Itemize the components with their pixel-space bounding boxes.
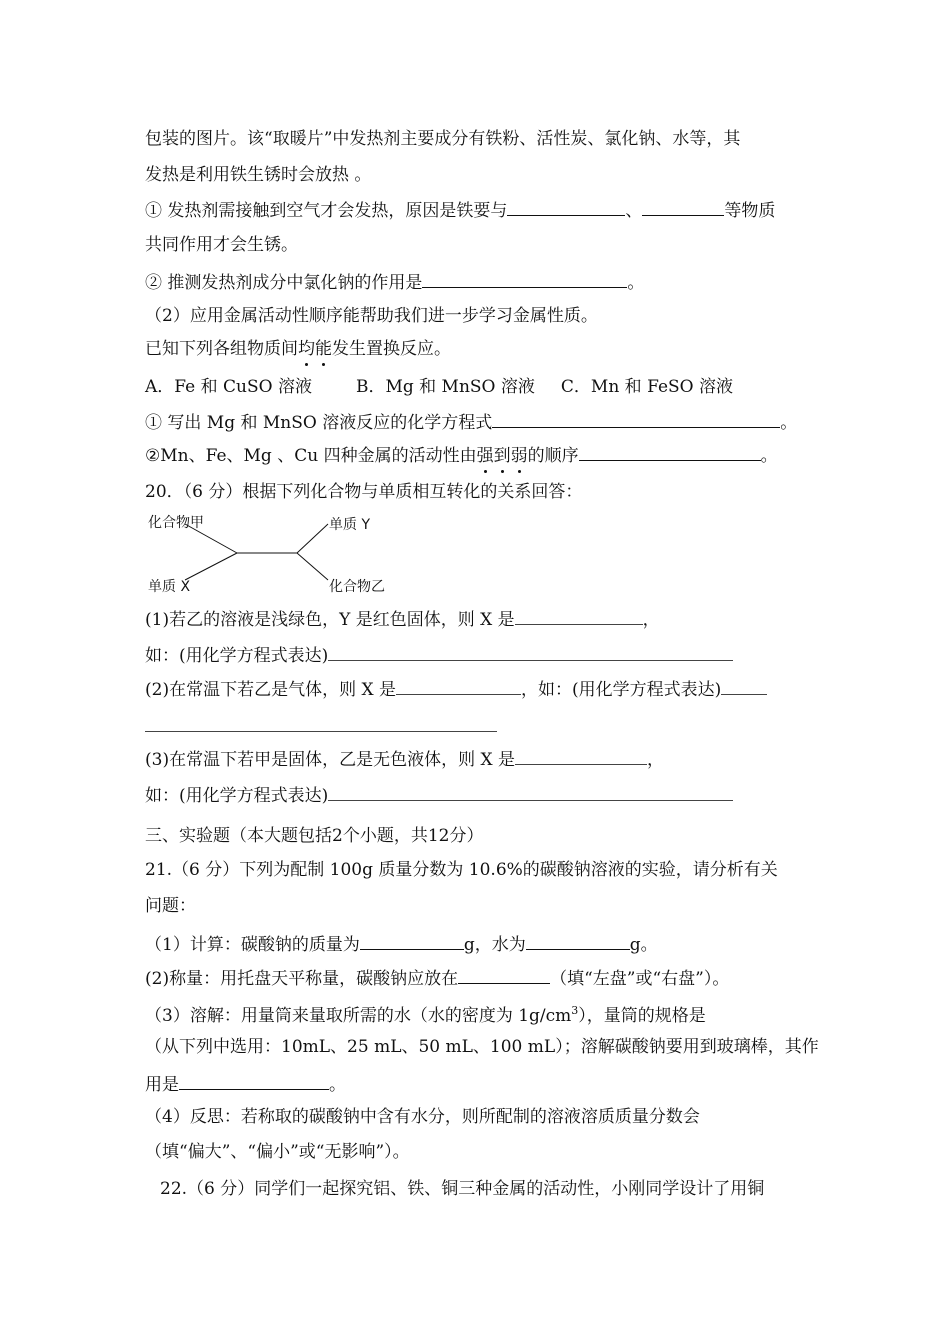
answer-blank[interactable] — [328, 783, 733, 801]
answer-blank[interactable] — [515, 747, 647, 765]
question-line — [145, 607, 660, 631]
answer-blank[interactable] — [145, 714, 497, 732]
question-20-heading: 20．（6 分）根据下列化合物与单质相互转化的关系回答： — [145, 482, 583, 502]
answer-blank[interactable] — [328, 643, 733, 661]
question-21-heading: 21.（6 分）下列为配制 100g 质量分数为 10.6%的碳酸钠溶液的实验，请分析有关 — [145, 860, 778, 880]
diagram-label-element-x: 单质 X — [148, 579, 191, 595]
answer-blank[interactable] — [515, 607, 643, 625]
conversion-diagram — [145, 508, 405, 598]
answer-line — [145, 714, 497, 738]
text-line: （从下列中选用：10mL、25 mL、50 mL、100 mL）；溶解碳酸钠要用到玻璃棒，其作 — [145, 1037, 819, 1057]
question-1-line — [145, 198, 775, 222]
emphasis-dot-text: 均 — [298, 339, 315, 359]
text-line: （2）应用金属活动性顺序能帮助我们进一步学习金属性质。 — [145, 306, 598, 326]
text: ② 推测发热剂成分中氯化钠的作用是 — [145, 273, 423, 293]
question-line — [145, 747, 664, 771]
diagram-label-compound-yi: 化合物乙 — [329, 579, 385, 595]
text: ， — [642, 610, 660, 630]
text: 的顺序 — [527, 446, 579, 466]
text-line — [145, 338, 451, 360]
answer-blank[interactable] — [526, 932, 630, 950]
question-line — [145, 677, 767, 701]
question-22-heading: 22.（6 分）同学们一起探究铝、铁、铜三种金属的活动性，小刚同学设计了用铜 — [160, 1179, 765, 1199]
text: （3）溶解：用量筒来量取所需的水（水的密度为 1g/cm — [145, 1006, 572, 1026]
text: g，水为 — [463, 935, 526, 955]
text: (2)在常温下若乙是气体，则 X 是 — [145, 680, 396, 700]
question-line — [145, 1000, 706, 1027]
text: ① 写出 Mg 和 MnSO — [145, 413, 317, 433]
section-heading: 三、实验题（本大题包括2个小题，共12分） — [145, 826, 484, 846]
question-line — [145, 966, 729, 990]
text-line: 发热是利用铁生锈时会放热 。 — [145, 165, 372, 185]
options-line — [145, 376, 733, 403]
text: 已知下列各组物质间 — [145, 339, 298, 359]
text: 发生置换反应。 — [332, 339, 451, 359]
answer-blank[interactable] — [492, 410, 780, 428]
answer-blank[interactable] — [422, 270, 627, 288]
question-line — [145, 783, 733, 807]
question-line — [145, 643, 733, 667]
option-a: A．Fe 和 CuSO 溶液 — [145, 377, 312, 397]
text: ），量筒的规格是 — [578, 1006, 706, 1026]
emphasis-dot-text: 到 — [493, 446, 511, 466]
text: (1)若乙的溶液是浅绿色，Y 是红色固体，则 X 是 — [145, 610, 515, 630]
diagram-label-element-y: 单质 Y — [329, 517, 371, 533]
answer-blank[interactable] — [396, 677, 521, 695]
text: (3)在常温下若甲是固体，乙是无色液体，则 X 是 — [145, 750, 515, 770]
answer-blank[interactable] — [721, 677, 767, 695]
diagram-label-compound-jia: 化合物甲 — [148, 515, 204, 531]
text: 。 — [329, 1075, 346, 1095]
question-2-line — [145, 270, 644, 294]
superscript: 3 — [571, 1004, 579, 1017]
text: 用是 — [145, 1075, 179, 1095]
text: 如：(用化学方程式表达) — [145, 646, 329, 666]
text-line: 共同作用才会生锈。 — [145, 235, 298, 255]
text: 如：(用化学方程式表达) — [145, 786, 329, 806]
answer-blank[interactable] — [579, 443, 761, 461]
text: （1）计算：碳酸钠的质量为 — [145, 935, 360, 955]
question-line — [145, 410, 797, 439]
text: (2)称量：用托盘天平称量，碳酸钠应放在 — [145, 969, 459, 989]
text: 等物质 — [724, 201, 776, 221]
answer-blank[interactable] — [458, 966, 550, 984]
text: g。 — [629, 935, 658, 955]
question-line — [145, 932, 658, 956]
emphasis-dot-text: 能 — [315, 339, 332, 359]
option-c: C．Mn 和 FeSO 溶液 — [560, 377, 733, 397]
diagram-lines — [145, 508, 405, 598]
option-b: B．Mg 和 MnSO 溶液 — [355, 377, 535, 397]
text: ，如：(用化学方程式表达) — [521, 680, 722, 700]
answer-blank[interactable] — [360, 932, 464, 950]
answer-blank[interactable] — [642, 198, 724, 216]
text-line: （4）反思：若称取的碳酸钠中含有水分，则所配制的溶液溶质质量分数会 — [145, 1107, 700, 1127]
text: 。 — [627, 273, 645, 293]
text: 溶液反应的化学方程式 — [316, 413, 493, 433]
question-line — [145, 443, 778, 467]
emphasis-dot-text: 强 — [476, 446, 494, 466]
answer-blank[interactable] — [507, 198, 625, 216]
text: 。 — [780, 413, 798, 433]
text: 、 — [625, 201, 643, 221]
text: ， — [647, 750, 664, 770]
text: ②Mn、Fe、Mg 、Cu 四种金属的活动性由 — [145, 446, 477, 466]
text: （填“左盘”或“右盘”）。 — [550, 969, 730, 989]
emphasis-dot-text: 弱 — [510, 446, 528, 466]
answer-blank[interactable] — [179, 1072, 329, 1090]
question-line — [145, 1072, 346, 1096]
text-line: （填“偏大”、“偏小”或“无影响”）。 — [145, 1142, 410, 1162]
text-line: 问题： — [145, 896, 196, 916]
text: 。 — [760, 446, 778, 466]
text: ① 发热剂需接触到空气才会发热，原因是铁要与 — [145, 201, 508, 221]
text-line: 包装的图片。该“取暖片”中发热剂主要成分有铁粉、活性炭、氯化钠、水等，其 — [145, 129, 741, 149]
